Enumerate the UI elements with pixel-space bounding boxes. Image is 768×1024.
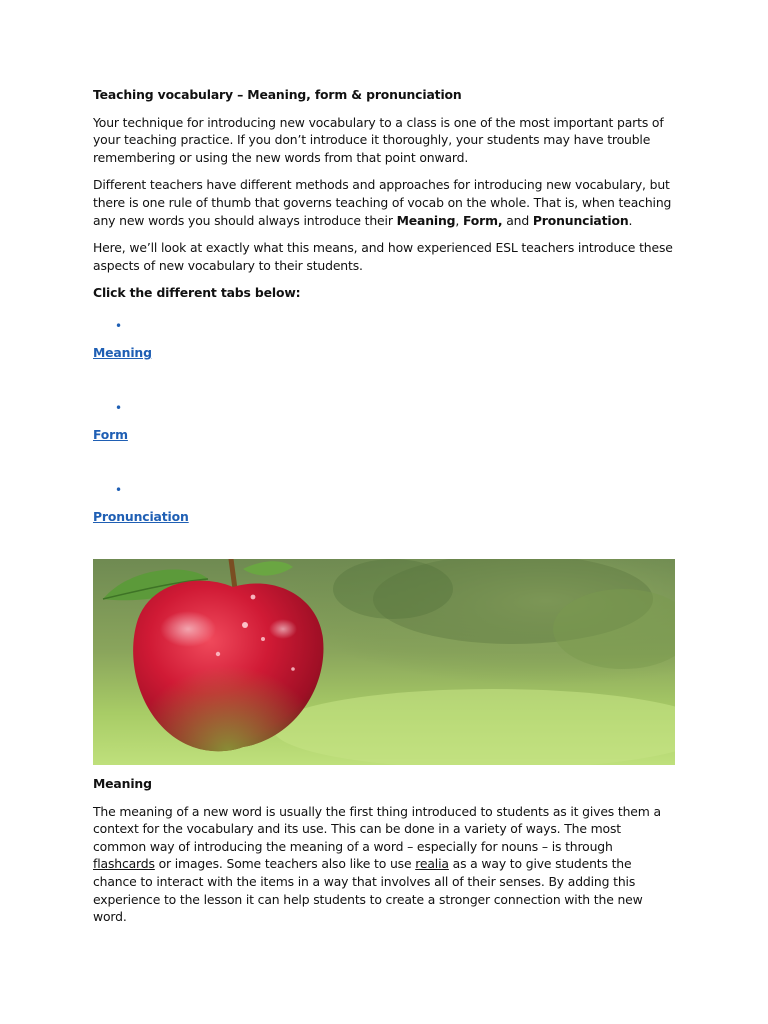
article bbox=[93, 86, 675, 564]
overview-paragraph: Here, we’ll look at exactly what this means, and how experienced ESL teachers introduce these aspects of new vocabulary to their students. bbox=[93, 240, 673, 273]
bullet-icon: • bbox=[115, 318, 123, 333]
apple-photo bbox=[93, 559, 675, 765]
apple-illustration bbox=[93, 559, 675, 765]
bullet-icon: • bbox=[115, 482, 123, 497]
tabs-instruction: Click the different tabs below: bbox=[93, 285, 301, 301]
bullet-icon: • bbox=[115, 400, 123, 415]
rule-comma: , bbox=[455, 212, 463, 228]
section-text: The meaning of a new word is usually the first thing introduced to students as it gives them a context for the vocabulary and its use. This can be done in a variety of ways. The most common way of introducing the meaning of a word – especially for nouns – is through bbox=[93, 803, 661, 854]
realia-link[interactable]: realia bbox=[415, 856, 449, 872]
section-text: or images. Some teachers also like to use bbox=[154, 856, 416, 872]
tab-link-pronunciation[interactable]: Pronunciation bbox=[93, 508, 189, 524]
page-title: Teaching vocabulary – Meaning, form & pronunciation bbox=[93, 87, 462, 102]
tab-pronunciation bbox=[93, 482, 675, 564]
section-text: as a way to give students the chance to interact with the items in a way that involves all of their senses. By adding this experience to the lesson it can help students to create a stronger connection with the new word. bbox=[93, 856, 643, 925]
tab-form bbox=[93, 400, 675, 482]
tab-list bbox=[93, 318, 675, 564]
rule-meaning: Meaning bbox=[396, 212, 456, 228]
section-body bbox=[93, 803, 675, 926]
tab-meaning bbox=[93, 318, 675, 400]
rule-pronunciation: Pronunciation bbox=[532, 212, 629, 228]
rule-form: Form, bbox=[462, 212, 503, 228]
intro-paragraph: Your technique for introducing new vocabulary to a class is one of the most important parts of your teaching practice. If you don’t introduce it thoroughly, your students may have trouble remembering or using the new words from that point onward. bbox=[93, 114, 664, 165]
rule-and: and bbox=[502, 212, 533, 228]
section-title: Meaning bbox=[93, 776, 152, 791]
meaning-section bbox=[93, 775, 675, 926]
rule-paragraph bbox=[93, 176, 675, 229]
rule-text: Different teachers have different methods and approaches for introducing new vocabulary, but there is one rule of thumb that governs teaching of vocab on the whole. That is, when teaching any new words you should always introduce their bbox=[93, 177, 672, 228]
tab-link-form[interactable]: Form bbox=[93, 426, 128, 442]
tab-link-meaning[interactable]: Meaning bbox=[93, 344, 152, 360]
flashcards-link[interactable]: flashcards bbox=[93, 856, 155, 872]
rule-period: . bbox=[628, 212, 633, 228]
